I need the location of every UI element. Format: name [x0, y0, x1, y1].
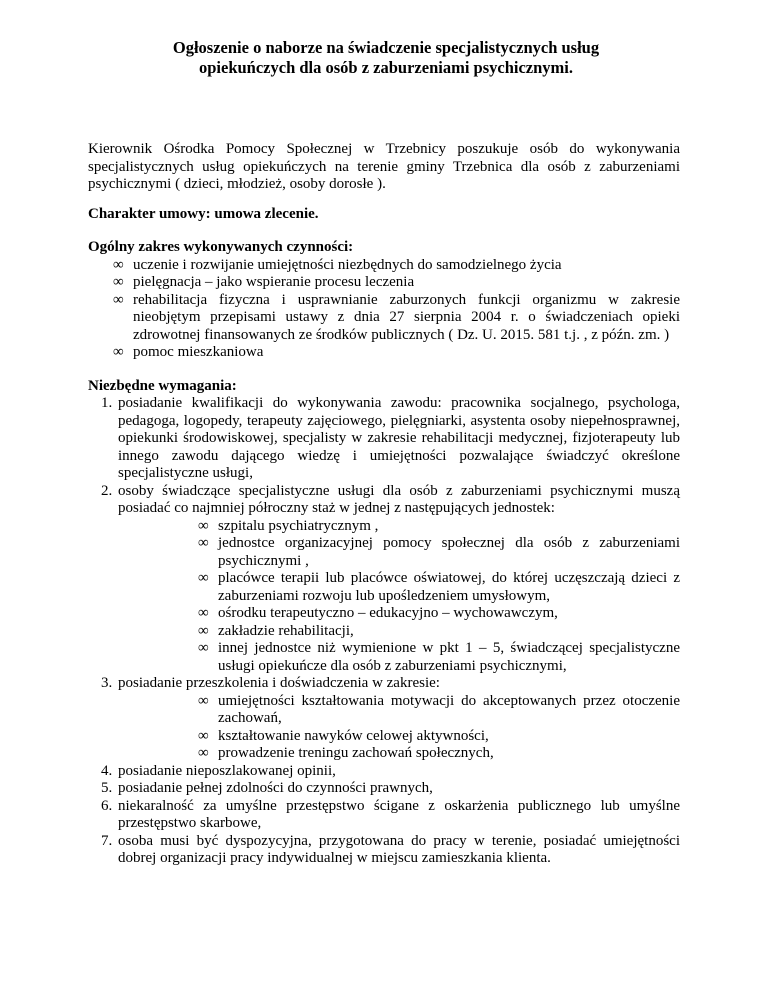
list-item: ∞ pielęgnacja – jako wspieranie procesu leczenia: [113, 274, 415, 290]
document-title: [88, 38, 680, 78]
infinity-bullet-icon: ∞: [198, 745, 209, 761]
infinity-bullet-icon: ∞: [198, 535, 209, 551]
title-line-1: Ogłoszenie o naborze na świadczenie specjalistycznych usług: [172, 38, 600, 57]
infinity-bullet-icon: ∞: [198, 605, 209, 621]
infinity-bullet-icon: ∞: [113, 344, 124, 360]
infinity-bullet-icon: ∞: [113, 291, 124, 308]
scope-list: [88, 257, 680, 362]
item-number: 5.: [101, 780, 113, 796]
list-item: ∞ zakładzie rehabilitacji,: [198, 622, 354, 639]
requirement-item: 3. posiadanie przeszkolenia i doświadczenia w zakresie: ∞ umiejętności kształtowania motywacji do akceptowanych przez otoczenie zachowań, ∞ kształtowanie nawyków celowej aktywności, ∞ prowadzenie treningu zachowań społecznych,: [101, 675, 680, 761]
list-item: ∞ innej jednostce niż wymienione w pkt 1 – 5, świadczącej specjalistyczne usługi opiekuńcze dla osób z zaburzeniami psychicznymi,: [198, 640, 680, 674]
infinity-bullet-icon: ∞: [198, 622, 209, 639]
requirement-item: 5. posiadanie pełnej zdolności do czynności prawnych,: [101, 780, 433, 796]
infinity-bullet-icon: ∞: [113, 274, 124, 290]
scope-heading: Ogólny zakres wykonywanych czynności:: [88, 239, 354, 255]
intro-paragraph: Kierownik Ośrodka Pomocy Społecznej w Trzebnicy poszukuje osób do wykonywania specjalistycznych usług opiekuńczych na terenie gminy Trzebnica dla osób z zaburzeniami psychicznymi ( dzieci, młodzież, osoby dorosłe ).: [88, 141, 680, 192]
infinity-bullet-icon: ∞: [198, 570, 209, 586]
item-number: 3.: [101, 675, 113, 691]
list-item: ∞ placówce terapii lub placówce oświatowej, do której uczęszczają dzieci z zaburzeniami rozwoju lub upośledzeniem umysłowym,: [198, 570, 680, 604]
infinity-bullet-icon: ∞: [198, 517, 209, 534]
requirement-item: 6. niekaralność za umyślne przestępstwo ścigane z oskarżenia publicznego lub umyślne przestępstwo skarbowe,: [101, 797, 680, 831]
item-number: 1.: [101, 395, 113, 411]
contract-type: Charakter umowy: umowa zlecenie.: [88, 205, 319, 222]
item-number: 6.: [101, 797, 113, 814]
document-page: [88, 38, 680, 868]
requirement-item: 4. posiadanie nieposzlakowanej opinii,: [101, 762, 336, 779]
requirements-heading: Niezbędne wymagania:: [88, 377, 237, 394]
list-item: ∞ kształtowanie nawyków celowej aktywności,: [198, 727, 489, 744]
list-item: ∞ prowadzenie treningu zachowań społecznych,: [198, 745, 494, 761]
list-item: ∞ szpitalu psychiatrycznym ,: [198, 517, 379, 534]
list-item: ∞ pomoc mieszkaniowa: [113, 344, 264, 360]
list-item: ∞ rehabilitacja fizyczna i usprawnianie zaburzonych funkcji organizmu w zakresie nieobjętym przepisami ustawy z dnia 27 sierpnia 2004 r. o świadczeniach opieki zdrowotnej finansowanych ze środków publicznych ( Dz. U. 2015. 581 t.j. , z późn. zm. ): [113, 291, 680, 343]
item-number: 7.: [101, 832, 113, 849]
requirements-list: [88, 395, 680, 868]
item-number: 2.: [101, 482, 113, 499]
units-list: [118, 518, 680, 676]
training-list: [118, 693, 680, 763]
infinity-bullet-icon: ∞: [198, 727, 209, 744]
infinity-bullet-icon: ∞: [198, 692, 209, 709]
infinity-bullet-icon: ∞: [198, 640, 209, 656]
list-item: ∞ ośrodku terapeutyczno – edukacyjno – wychowawczym,: [198, 605, 558, 621]
requirement-item: 2. osoby świadczące specjalistyczne usługi dla osób z zaburzeniami psychicznymi muszą posiadać co najmniej półroczny staż w jednej z następujących jednostek: ∞ szpitalu psychiatrycznym , ∞ jednostce organizacyjnej pomocy społecznej dla osób z zaburzeniami psychicznymi , ∞ placówce terapii lub placówce oświatowej, do której uczęszczają dzieci z zaburzeniami rozwoju lub upośledzeniem umysłowym, ∞ ośrodku terapeutyczno – edukacyjno – wychowawczym, ∞ zakładzie rehabilitacji, ∞ innej jednostce niż wymienione w pkt 1 – 5, świadczącej specjalistyczne usługi opiekuńcze dla osób z zaburzeniami psychicznymi,: [101, 482, 680, 674]
infinity-bullet-icon: ∞: [113, 256, 124, 273]
requirement-item: 1. posiadanie kwalifikacji do wykonywania zawodu: pracownika socjalnego, psychologa, pedagoga, logopedy, terapeuty zajęciowego, pielęgniarki, asystenta osoby niepełnosprawnej, opiekunki środowiskowej, specjalisty w zakresie rehabilitacji medycznej, fizjoterapeuty lub innego zawodu dającego wiedzę i umiejętności pozwalające świadczyć określone specjalistyczne usługi,: [101, 395, 680, 481]
requirement-item: 7. osoba musi być dyspozycyjna, przygotowana do pracy w terenie, posiadać umiejętności dobrej organizacji pracy indywidualnej w miejscu zamieszkania klienta.: [101, 832, 680, 866]
item-number: 4.: [101, 762, 113, 779]
list-item: ∞ jednostce organizacyjnej pomocy społecznej dla osób z zaburzeniami psychicznymi ,: [198, 535, 680, 569]
title-line-2: opiekuńczych dla osób z zaburzeniami psychicznymi.: [198, 58, 573, 77]
list-item: ∞ uczenie i rozwijanie umiejętności niezbędnych do samodzielnego życia: [113, 256, 562, 273]
list-item: ∞ umiejętności kształtowania motywacji do akceptowanych przez otoczenie zachowań,: [198, 692, 680, 726]
